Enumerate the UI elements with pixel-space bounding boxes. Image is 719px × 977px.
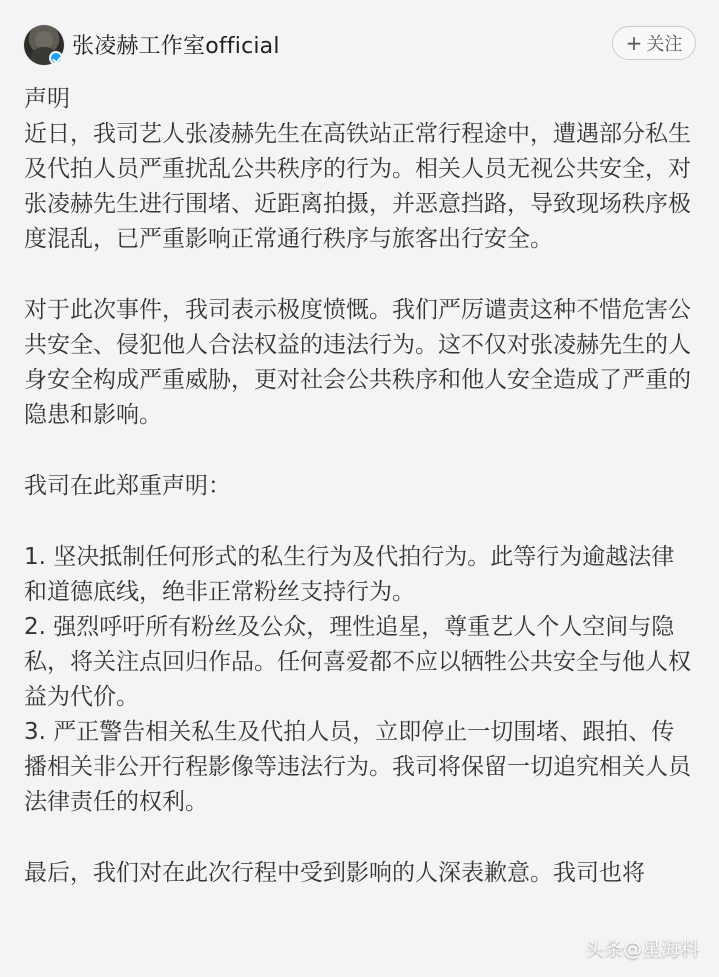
statement-title: 声明 bbox=[24, 86, 70, 112]
source-watermark: 头条@星海料 bbox=[577, 932, 719, 977]
statement-paragraph: 对于此次事件，我司表示极度愤慨。我们严厉谴责这种不惜危害公共安全、侵犯他人合法权益的违法行为。这不仅对张凌赫先生的人身安全构成严重威胁，更对社会公共秩序和他人安全造成了严重的隐患和影响。 bbox=[24, 297, 691, 428]
post-header bbox=[0, 0, 719, 92]
statement-paragraph: 近日，我司艺人张凌赫先生在高铁站正常行程途中，遭遇部分私生及代拍人员严重扰乱公共秩序的行为。相关人员无视公共安全，对张凌赫先生进行围堵、近距离拍摄，并恶意挡路，导致现场秩序极度混乱，已严重影响正常通行秩序与旅客出行安全。 bbox=[24, 121, 691, 252]
follow-button[interactable] bbox=[612, 26, 696, 60]
paragraph-spacer bbox=[24, 257, 694, 293]
follow-button-label: 关注 bbox=[646, 34, 683, 55]
statement-content bbox=[24, 82, 694, 891]
statement-list: 1. 坚决抵制任何形式的私生行为及代拍行为。此等行为逾越法律和道德底线，绝非正常粉丝支持行为。 2. 强烈呼吁所有粉丝及公众，理性追星，尊重艺人个人空间与隐私，将关注点回归作品。任何喜爱都不应以牺牲公共安全与他人权益为代价。 3. 严正警告相关私生及代拍人员，立即停止一切围堵、跟拍、传播相关非公开行程影像等违法行为。我司将保留一切追究相关人员法律责任的权利。 bbox=[24, 544, 691, 815]
statement-paragraph-truncated: 最后，我们对在此次行程中受到影响的人深表歉意。我司也将 bbox=[24, 860, 645, 886]
verified-badge-icon bbox=[49, 51, 63, 65]
plus-icon: + bbox=[625, 31, 643, 55]
statement-paragraph: 我司在此郑重声明： bbox=[24, 473, 231, 499]
account-name[interactable]: 张凌赫工作室official bbox=[72, 34, 280, 59]
paragraph-spacer bbox=[24, 433, 694, 469]
paragraph-spacer bbox=[24, 504, 694, 540]
paragraph-spacer bbox=[24, 820, 694, 856]
